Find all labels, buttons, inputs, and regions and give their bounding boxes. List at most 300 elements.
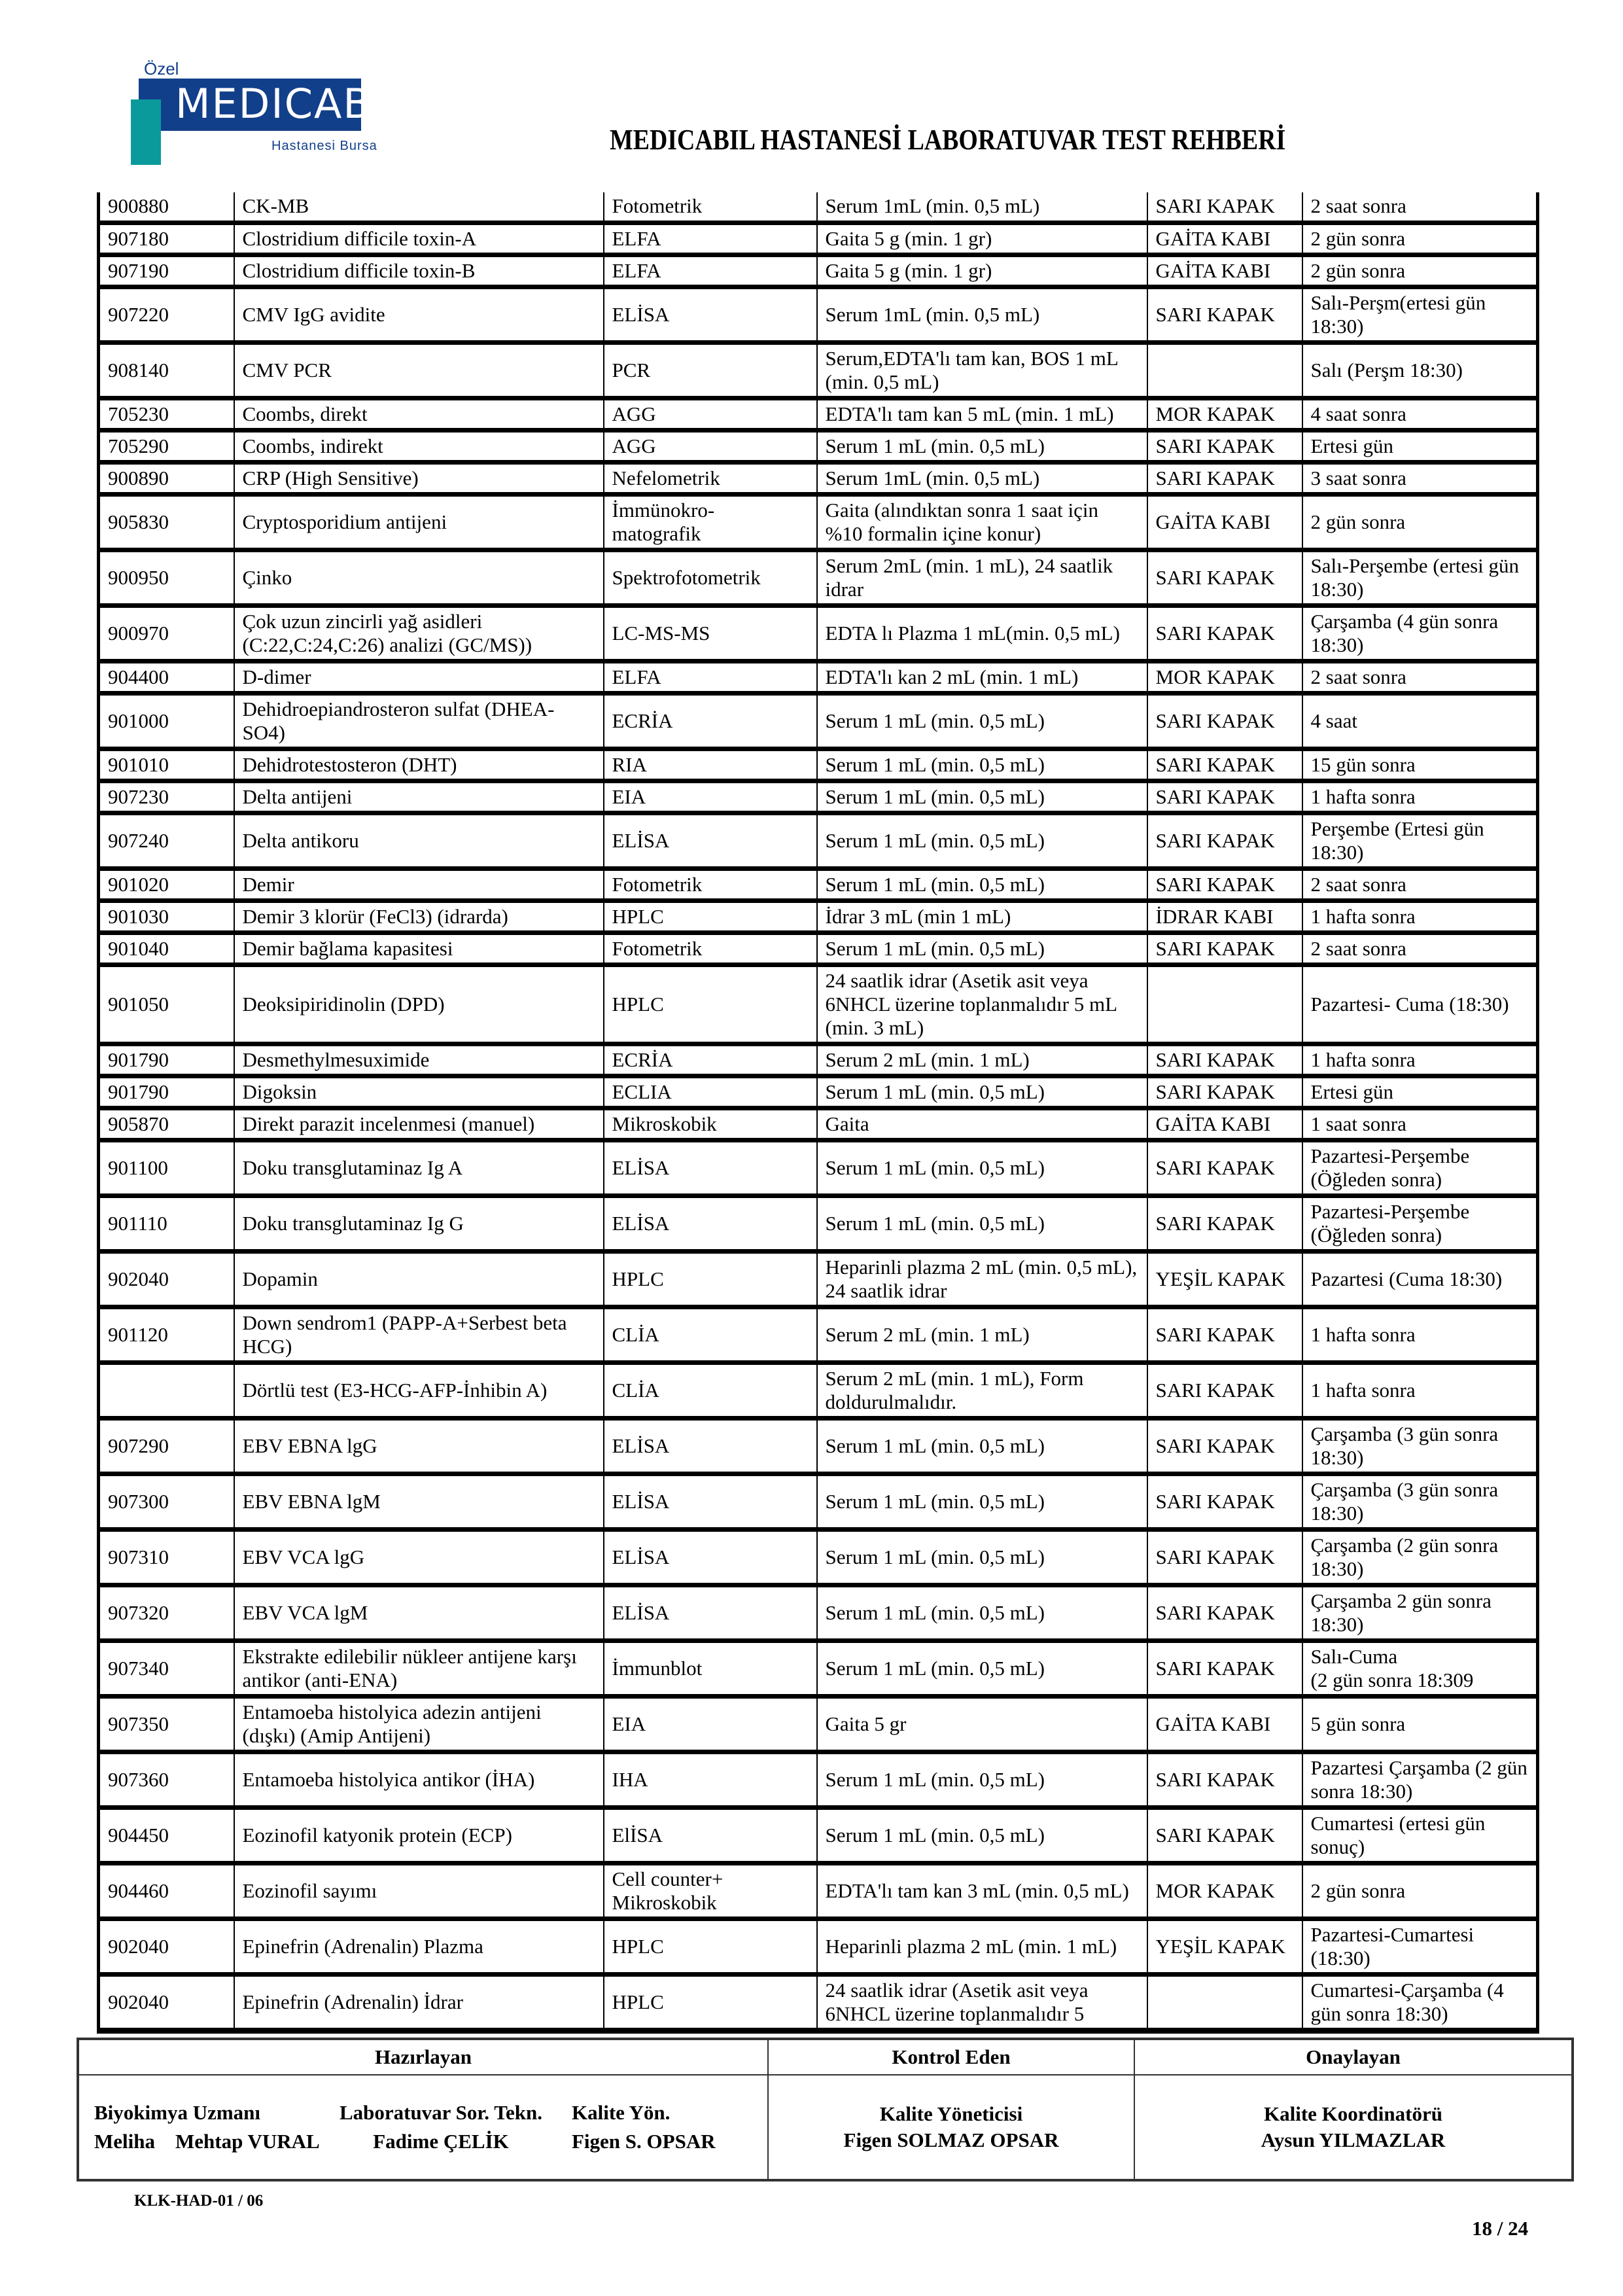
test-container: SARI KAPAK bbox=[1147, 1807, 1302, 1863]
table-row bbox=[99, 932, 1538, 964]
test-sample: Serum,EDTA'lı tam kan, BOS 1 mL (min. 0,5 mL) bbox=[817, 342, 1147, 398]
test-container: YEŞİL KAPAK bbox=[1147, 1918, 1302, 1974]
table-row bbox=[99, 1044, 1538, 1076]
test-sample: Serum 1 mL (min. 0,5 mL) bbox=[817, 1076, 1147, 1108]
test-method: EIA bbox=[604, 1696, 817, 1752]
test-method: HPLC bbox=[604, 1251, 817, 1307]
test-name: Entamoeba histolyica adezin antijeni (dışkı) (Amip Antijeni) bbox=[234, 1696, 604, 1752]
test-name: Deoksipiridinolin (DPD) bbox=[234, 964, 604, 1044]
table-row bbox=[99, 900, 1538, 932]
test-code: 907290 bbox=[99, 1418, 234, 1474]
test-code: 904460 bbox=[99, 1863, 234, 1918]
table-row bbox=[99, 1752, 1538, 1807]
test-method: ELİSA bbox=[604, 813, 817, 868]
checked-role: Kalite Yöneticisi bbox=[879, 2102, 1023, 2125]
test-result-time: 4 saat sonra bbox=[1302, 398, 1538, 430]
test-sample: Serum 1mL (min. 0,5 mL) bbox=[817, 192, 1147, 222]
test-sample: Serum 1 mL (min. 0,5 mL) bbox=[817, 1418, 1147, 1474]
test-name: CMV IgG avidite bbox=[234, 287, 604, 342]
test-result-time: 2 saat sonra bbox=[1302, 932, 1538, 964]
table-row bbox=[99, 192, 1538, 222]
test-method: ELİSA bbox=[604, 1195, 817, 1251]
table-row bbox=[99, 1108, 1538, 1140]
approved-cell bbox=[1134, 2075, 1573, 2180]
logo-top-text: Özel bbox=[144, 59, 179, 79]
test-method: HPLC bbox=[604, 1918, 817, 1974]
test-method: PCR bbox=[604, 342, 817, 398]
test-result-time: Pazartesi- Cuma (18:30) bbox=[1302, 964, 1538, 1044]
test-code: 907190 bbox=[99, 255, 234, 287]
table-row bbox=[99, 222, 1538, 255]
test-container: SARI KAPAK bbox=[1147, 1076, 1302, 1108]
test-result-time: Çarşamba (2 gün sonra 18:30) bbox=[1302, 1529, 1538, 1585]
approved-header: Onaylayan bbox=[1134, 2039, 1573, 2075]
test-sample: Serum 1 mL (min. 0,5 mL) bbox=[817, 1640, 1147, 1696]
test-method: ECLIA bbox=[604, 1076, 817, 1108]
signature-body-row bbox=[78, 2075, 1573, 2180]
prepared-name: Fadime ÇELİK bbox=[373, 2130, 509, 2153]
test-result-time: Salı-Perşembe (ertesi gün 18:30) bbox=[1302, 550, 1538, 605]
table-row bbox=[99, 1474, 1538, 1529]
test-sample: Serum 2 mL (min. 1 mL) bbox=[817, 1044, 1147, 1076]
test-container: GAİTA KABI bbox=[1147, 494, 1302, 550]
test-method: Mikroskobik bbox=[604, 1108, 817, 1140]
test-method: RIA bbox=[604, 749, 817, 781]
test-name: CMV PCR bbox=[234, 342, 604, 398]
test-result-time: 1 hafta sonra bbox=[1302, 1362, 1538, 1418]
test-code: 905830 bbox=[99, 494, 234, 550]
prepared-cell bbox=[78, 2075, 768, 2180]
test-name: Entamoeba histolyica antikor (İHA) bbox=[234, 1752, 604, 1807]
test-container: SARI KAPAK bbox=[1147, 1140, 1302, 1195]
test-code: 904450 bbox=[99, 1807, 234, 1863]
test-method: Spektrofotometrik bbox=[604, 550, 817, 605]
test-result-time: 1 saat sonra bbox=[1302, 1108, 1538, 1140]
prepared-name: Figen S. OPSAR bbox=[572, 2130, 716, 2153]
test-container: SARI KAPAK bbox=[1147, 1474, 1302, 1529]
test-method: AGG bbox=[604, 398, 817, 430]
test-method: HPLC bbox=[604, 900, 817, 932]
test-name: Clostridium difficile toxin-A bbox=[234, 222, 604, 255]
checked-cell bbox=[768, 2075, 1134, 2180]
test-name: EBV EBNA lgM bbox=[234, 1474, 604, 1529]
table-row bbox=[99, 868, 1538, 900]
approved-name: Aysun YILMAZLAR bbox=[1261, 2128, 1446, 2151]
test-sample: Serum 1 mL (min. 0,5 mL) bbox=[817, 1140, 1147, 1195]
test-sample: Serum 1mL (min. 0,5 mL) bbox=[817, 462, 1147, 494]
test-container: SARI KAPAK bbox=[1147, 1418, 1302, 1474]
test-name: EBV VCA lgG bbox=[234, 1529, 604, 1585]
test-method: Cell counter+ Mikroskobik bbox=[604, 1863, 817, 1918]
test-sample: Serum 1 mL (min. 0,5 mL) bbox=[817, 932, 1147, 964]
table-row bbox=[99, 1362, 1538, 1418]
test-result-time: 2 saat sonra bbox=[1302, 192, 1538, 222]
table-row bbox=[99, 1863, 1538, 1918]
test-result-time: 2 saat sonra bbox=[1302, 868, 1538, 900]
test-method: Fotometrik bbox=[604, 868, 817, 900]
test-method: ElİSA bbox=[604, 1807, 817, 1863]
test-name: Demir bağlama kapasitesi bbox=[234, 932, 604, 964]
test-container: SARI KAPAK bbox=[1147, 749, 1302, 781]
test-name: Demir 3 klorür (FeCl3) (idrarda) bbox=[234, 900, 604, 932]
table-row bbox=[99, 1640, 1538, 1696]
test-code: 901050 bbox=[99, 964, 234, 1044]
test-container bbox=[1147, 342, 1302, 398]
test-container: MOR KAPAK bbox=[1147, 398, 1302, 430]
table-row bbox=[99, 550, 1538, 605]
test-method: HPLC bbox=[604, 1974, 817, 2030]
test-method: ELFA bbox=[604, 661, 817, 693]
test-sample: EDTA'lı kan 2 mL (min. 1 mL) bbox=[817, 661, 1147, 693]
test-code: 901110 bbox=[99, 1195, 234, 1251]
test-sample: Heparinli plazma 2 mL (min. 0,5 mL), 24 saatlik idrar bbox=[817, 1251, 1147, 1307]
test-result-time: 4 saat bbox=[1302, 693, 1538, 749]
test-result-time: 2 gün sonra bbox=[1302, 494, 1538, 550]
test-method: ELFA bbox=[604, 222, 817, 255]
test-result-time: 1 hafta sonra bbox=[1302, 900, 1538, 932]
test-result-time: Cumartesi (ertesi gün sonuç) bbox=[1302, 1807, 1538, 1863]
test-container: YEŞİL KAPAK bbox=[1147, 1251, 1302, 1307]
table-row bbox=[99, 494, 1538, 550]
test-code: 907180 bbox=[99, 222, 234, 255]
table-row bbox=[99, 342, 1538, 398]
test-code: 901000 bbox=[99, 693, 234, 749]
test-code: 705230 bbox=[99, 398, 234, 430]
test-code: 901020 bbox=[99, 868, 234, 900]
test-name: Doku transglutaminaz Ig G bbox=[234, 1195, 604, 1251]
test-result-time: 1 hafta sonra bbox=[1302, 1044, 1538, 1076]
test-sample: Serum 2mL (min. 1 mL), 24 saatlik idrar bbox=[817, 550, 1147, 605]
checked-name: Figen SOLMAZ OPSAR bbox=[843, 2128, 1059, 2151]
test-container: GAİTA KABI bbox=[1147, 222, 1302, 255]
test-result-time: 2 gün sonra bbox=[1302, 1863, 1538, 1918]
test-name: Clostridium difficile toxin-B bbox=[234, 255, 604, 287]
test-sample: Gaita (alındıktan sonra 1 saat için %10 formalin içine konur) bbox=[817, 494, 1147, 550]
test-result-time: Çarşamba 2 gün sonra 18:30) bbox=[1302, 1585, 1538, 1640]
table-row bbox=[99, 1529, 1538, 1585]
test-name: Demir bbox=[234, 868, 604, 900]
checked-header: Kontrol Eden bbox=[768, 2039, 1134, 2075]
test-code: 901030 bbox=[99, 900, 234, 932]
test-sample: EDTA'lı tam kan 5 mL (min. 1 mL) bbox=[817, 398, 1147, 430]
test-code: 900970 bbox=[99, 605, 234, 661]
test-name: Coombs, indirekt bbox=[234, 430, 604, 462]
test-container bbox=[1147, 1974, 1302, 2030]
table-row bbox=[99, 1418, 1538, 1474]
test-sample: Serum 1 mL (min. 0,5 mL) bbox=[817, 1752, 1147, 1807]
test-container: SARI KAPAK bbox=[1147, 462, 1302, 494]
logo-accent-block bbox=[131, 99, 161, 165]
test-code: 907230 bbox=[99, 781, 234, 813]
test-method: ELİSA bbox=[604, 1585, 817, 1640]
test-result-time: 1 hafta sonra bbox=[1302, 781, 1538, 813]
test-name: Dörtlü test (E3-HCG-AFP-İnhibin A) bbox=[234, 1362, 604, 1418]
test-sample: Serum 1 mL (min. 0,5 mL) bbox=[817, 1585, 1147, 1640]
test-result-time: 2 saat sonra bbox=[1302, 661, 1538, 693]
test-method: ELİSA bbox=[604, 1529, 817, 1585]
test-container: SARI KAPAK bbox=[1147, 781, 1302, 813]
test-result-time: Salı (Perşm 18:30) bbox=[1302, 342, 1538, 398]
test-sample: Serum 1 mL (min. 0,5 mL) bbox=[817, 1474, 1147, 1529]
test-result-time: Çarşamba (3 gün sonra 18:30) bbox=[1302, 1474, 1538, 1529]
test-code: 900950 bbox=[99, 550, 234, 605]
test-code: 902040 bbox=[99, 1974, 234, 2030]
prepared-role: Biyokimya Uzmanı bbox=[94, 2101, 261, 2124]
test-result-time: 5 gün sonra bbox=[1302, 1696, 1538, 1752]
test-sample: 24 saatlik idrar (Asetik asit veya 6NHCL üzerine toplanmalıdır 5 mL (min. 3 mL) bbox=[817, 964, 1147, 1044]
table-row bbox=[99, 1585, 1538, 1640]
test-name: Epinefrin (Adrenalin) Plazma bbox=[234, 1918, 604, 1974]
test-name: Çok uzun zincirli yağ asidleri (C:22,C:24,C:26) analizi (GC/MS)) bbox=[234, 605, 604, 661]
test-code: 907350 bbox=[99, 1696, 234, 1752]
test-code: 902040 bbox=[99, 1251, 234, 1307]
test-name: EBV EBNA lgG bbox=[234, 1418, 604, 1474]
test-method: CLİA bbox=[604, 1307, 817, 1362]
signature-table bbox=[77, 2038, 1574, 2181]
table-row bbox=[99, 693, 1538, 749]
test-container: SARI KAPAK bbox=[1147, 868, 1302, 900]
test-container: MOR KAPAK bbox=[1147, 661, 1302, 693]
test-name: EBV VCA lgM bbox=[234, 1585, 604, 1640]
test-sample: Serum 1 mL (min. 0,5 mL) bbox=[817, 1195, 1147, 1251]
test-code: 900890 bbox=[99, 462, 234, 494]
test-container: SARI KAPAK bbox=[1147, 1362, 1302, 1418]
test-result-time: 2 gün sonra bbox=[1302, 255, 1538, 287]
test-result-time: 1 hafta sonra bbox=[1302, 1307, 1538, 1362]
prepared-name: Meliha Mehtap VURAL bbox=[94, 2130, 320, 2153]
table-row bbox=[99, 1140, 1538, 1195]
test-code: 907220 bbox=[99, 287, 234, 342]
test-method: CLİA bbox=[604, 1362, 817, 1418]
prepared-role: Laboratuvar Sor. Tekn. bbox=[339, 2101, 543, 2124]
test-code: 901100 bbox=[99, 1140, 234, 1195]
signature-header-row bbox=[78, 2039, 1573, 2075]
test-name: Direkt parazit incelenmesi (manuel) bbox=[234, 1108, 604, 1140]
test-table-body bbox=[99, 192, 1538, 2030]
test-code: 908140 bbox=[99, 342, 234, 398]
prepared-header: Hazırlayan bbox=[78, 2039, 768, 2075]
test-sample: Serum 1 mL (min. 0,5 mL) bbox=[817, 693, 1147, 749]
test-result-time: 15 gün sonra bbox=[1302, 749, 1538, 781]
test-name: Epinefrin (Adrenalin) İdrar bbox=[234, 1974, 604, 2030]
test-result-time: Cumartesi-Çarşamba (4 gün sonra 18:30) bbox=[1302, 1974, 1538, 2030]
test-name: Digoksin bbox=[234, 1076, 604, 1108]
test-result-time: Salı-Perşm(ertesi gün 18:30) bbox=[1302, 287, 1538, 342]
test-name: Çinko bbox=[234, 550, 604, 605]
test-name: Dopamin bbox=[234, 1251, 604, 1307]
test-name: D-dimer bbox=[234, 661, 604, 693]
test-code: 901790 bbox=[99, 1076, 234, 1108]
table-row bbox=[99, 1251, 1538, 1307]
test-sample: Gaita 5 gr bbox=[817, 1696, 1147, 1752]
test-container: SARI KAPAK bbox=[1147, 1640, 1302, 1696]
test-name: Eozinofil sayımı bbox=[234, 1863, 604, 1918]
test-name: Dehidrotestosteron (DHT) bbox=[234, 749, 604, 781]
test-method: Fotometrik bbox=[604, 192, 817, 222]
test-sample: İdrar 3 mL (min 1 mL) bbox=[817, 900, 1147, 932]
hospital-logo bbox=[131, 59, 458, 157]
test-code: 904400 bbox=[99, 661, 234, 693]
test-sample: EDTA lı Plazma 1 mL(min. 0,5 mL) bbox=[817, 605, 1147, 661]
test-result-time: Ertesi gün bbox=[1302, 1076, 1538, 1108]
test-result-time: Ertesi gün bbox=[1302, 430, 1538, 462]
document-title: MEDICABIL HASTANESİ LABORATUVAR TEST REHBERİ bbox=[610, 124, 1286, 156]
test-sample: Gaita 5 g (min. 1 gr) bbox=[817, 222, 1147, 255]
test-code: 901790 bbox=[99, 1044, 234, 1076]
test-result-time: Perşembe (Ertesi gün 18:30) bbox=[1302, 813, 1538, 868]
test-container: SARI KAPAK bbox=[1147, 693, 1302, 749]
table-row bbox=[99, 781, 1538, 813]
test-sample: Heparinli plazma 2 mL (min. 1 mL) bbox=[817, 1918, 1147, 1974]
test-name: Doku transglutaminaz Ig A bbox=[234, 1140, 604, 1195]
test-method: HPLC bbox=[604, 964, 817, 1044]
test-container: SARI KAPAK bbox=[1147, 550, 1302, 605]
test-code: 907240 bbox=[99, 813, 234, 868]
table-row bbox=[99, 1807, 1538, 1863]
test-container: SARI KAPAK bbox=[1147, 192, 1302, 222]
test-sample: Serum 2 mL (min. 1 mL), Form doldurulmalıdır. bbox=[817, 1362, 1147, 1418]
table-row bbox=[99, 430, 1538, 462]
test-sample: Serum 1 mL (min. 0,5 mL) bbox=[817, 868, 1147, 900]
test-result-time: 3 saat sonra bbox=[1302, 462, 1538, 494]
test-sample: Serum 1 mL (min. 0,5 mL) bbox=[817, 430, 1147, 462]
test-name: Coombs, direkt bbox=[234, 398, 604, 430]
test-container: SARI KAPAK bbox=[1147, 430, 1302, 462]
table-row bbox=[99, 661, 1538, 693]
test-result-time: Pazartesi Çarşamba (2 gün sonra 18:30) bbox=[1302, 1752, 1538, 1807]
test-container: GAİTA KABI bbox=[1147, 1696, 1302, 1752]
test-code: 901010 bbox=[99, 749, 234, 781]
test-container: GAİTA KABI bbox=[1147, 255, 1302, 287]
test-code: 901120 bbox=[99, 1307, 234, 1362]
test-sample: Gaita bbox=[817, 1108, 1147, 1140]
table-row bbox=[99, 749, 1538, 781]
table-row bbox=[99, 1974, 1538, 2030]
test-name: Ekstrakte edilebilir nükleer antijene karşı antikor (anti-ENA) bbox=[234, 1640, 604, 1696]
test-name: Cryptosporidium antijeni bbox=[234, 494, 604, 550]
test-container bbox=[1147, 964, 1302, 1044]
table-row bbox=[99, 1696, 1538, 1752]
test-name: Eozinofil katyonik protein (ECP) bbox=[234, 1807, 604, 1863]
test-sample: Serum 2 mL (min. 1 mL) bbox=[817, 1307, 1147, 1362]
test-container: İDRAR KABI bbox=[1147, 900, 1302, 932]
test-name: CK-MB bbox=[234, 192, 604, 222]
table-row bbox=[99, 1076, 1538, 1108]
test-code: 901040 bbox=[99, 932, 234, 964]
test-method: IHA bbox=[604, 1752, 817, 1807]
logo-wordmark: MEDICABIL bbox=[175, 80, 410, 128]
test-sample: Serum 1 mL (min. 0,5 mL) bbox=[817, 1529, 1147, 1585]
test-container: SARI KAPAK bbox=[1147, 1307, 1302, 1362]
test-method: ELİSA bbox=[604, 1140, 817, 1195]
test-code: 907360 bbox=[99, 1752, 234, 1807]
test-sample: Serum 1mL (min. 0,5 mL) bbox=[817, 287, 1147, 342]
test-code: 905870 bbox=[99, 1108, 234, 1140]
test-method: İmmünokro- matografik bbox=[604, 494, 817, 550]
logo-subtitle: Hastanesi Bursa bbox=[271, 139, 377, 153]
test-code: 705290 bbox=[99, 430, 234, 462]
test-container: GAİTA KABI bbox=[1147, 1108, 1302, 1140]
test-container: SARI KAPAK bbox=[1147, 1529, 1302, 1585]
test-container: SARI KAPAK bbox=[1147, 1752, 1302, 1807]
test-sample: Serum 1 mL (min. 0,5 mL) bbox=[817, 1807, 1147, 1863]
test-result-time: Pazartesi (Cuma 18:30) bbox=[1302, 1251, 1538, 1307]
table-row bbox=[99, 964, 1538, 1044]
test-container: SARI KAPAK bbox=[1147, 813, 1302, 868]
test-result-time: 2 gün sonra bbox=[1302, 222, 1538, 255]
test-sample: EDTA'lı tam kan 3 mL (min. 0,5 mL) bbox=[817, 1863, 1147, 1918]
test-result-time: Pazartesi-Cumartesi (18:30) bbox=[1302, 1918, 1538, 1974]
test-sample: Serum 1 mL (min. 0,5 mL) bbox=[817, 749, 1147, 781]
test-code: 907310 bbox=[99, 1529, 234, 1585]
table-row bbox=[99, 813, 1538, 868]
test-method: ELİSA bbox=[604, 1474, 817, 1529]
test-code: 907340 bbox=[99, 1640, 234, 1696]
test-name: Down sendrom1 (PAPP-A+Serbest beta HCG) bbox=[234, 1307, 604, 1362]
test-name: Delta antijeni bbox=[234, 781, 604, 813]
test-container: SARI KAPAK bbox=[1147, 287, 1302, 342]
table-row bbox=[99, 1307, 1538, 1362]
table-row bbox=[99, 287, 1538, 342]
test-method: EIA bbox=[604, 781, 817, 813]
test-result-time: Çarşamba (4 gün sonra 18:30) bbox=[1302, 605, 1538, 661]
test-code: 900880 bbox=[99, 192, 234, 222]
test-method: Nefelometrik bbox=[604, 462, 817, 494]
test-table bbox=[97, 192, 1539, 2034]
test-result-time: Çarşamba (3 gün sonra 18:30) bbox=[1302, 1418, 1538, 1474]
test-container: SARI KAPAK bbox=[1147, 605, 1302, 661]
test-container: SARI KAPAK bbox=[1147, 1044, 1302, 1076]
test-code: 902040 bbox=[99, 1918, 234, 1974]
table-row bbox=[99, 462, 1538, 494]
test-code: 907300 bbox=[99, 1474, 234, 1529]
test-method: ECRİA bbox=[604, 1044, 817, 1076]
prepared-role: Kalite Yön. bbox=[572, 2101, 671, 2124]
test-sample: Serum 1 mL (min. 0,5 mL) bbox=[817, 813, 1147, 868]
test-method: AGG bbox=[604, 430, 817, 462]
test-method: LC-MS-MS bbox=[604, 605, 817, 661]
test-sample: 24 saatlik idrar (Asetik asit veya 6NHCL üzerine toplanmalıdır 5 bbox=[817, 1974, 1147, 2030]
test-method: ELİSA bbox=[604, 1418, 817, 1474]
test-container: MOR KAPAK bbox=[1147, 1863, 1302, 1918]
test-container: SARI KAPAK bbox=[1147, 1585, 1302, 1640]
test-name: CRP (High Sensitive) bbox=[234, 462, 604, 494]
table-row bbox=[99, 1918, 1538, 1974]
test-method: ELFA bbox=[604, 255, 817, 287]
page-number: 18 / 24 bbox=[1472, 2217, 1529, 2240]
test-name: Dehidroepiandrosteron sulfat (DHEA-SO4) bbox=[234, 693, 604, 749]
test-code: 907320 bbox=[99, 1585, 234, 1640]
test-name: Delta antikoru bbox=[234, 813, 604, 868]
test-method: Fotometrik bbox=[604, 932, 817, 964]
table-row bbox=[99, 1195, 1538, 1251]
document-code: KLK-HAD-01 / 06 bbox=[134, 2192, 264, 2210]
test-sample: Gaita 5 g (min. 1 gr) bbox=[817, 255, 1147, 287]
test-method: ELİSA bbox=[604, 287, 817, 342]
table-row bbox=[99, 255, 1538, 287]
test-code bbox=[99, 1362, 234, 1418]
approved-role: Kalite Koordinatörü bbox=[1264, 2102, 1442, 2125]
test-container: SARI KAPAK bbox=[1147, 1195, 1302, 1251]
table-row bbox=[99, 398, 1538, 430]
test-result-time: Pazartesi-Perşembe (Öğleden sonra) bbox=[1302, 1140, 1538, 1195]
test-method: İmmunblot bbox=[604, 1640, 817, 1696]
test-sample: Serum 1 mL (min. 0,5 mL) bbox=[817, 781, 1147, 813]
table-row bbox=[99, 605, 1538, 661]
test-name: Desmethylmesuximide bbox=[234, 1044, 604, 1076]
test-result-time: Salı-Cuma (2 gün sonra 18:309 bbox=[1302, 1640, 1538, 1696]
test-container: SARI KAPAK bbox=[1147, 932, 1302, 964]
